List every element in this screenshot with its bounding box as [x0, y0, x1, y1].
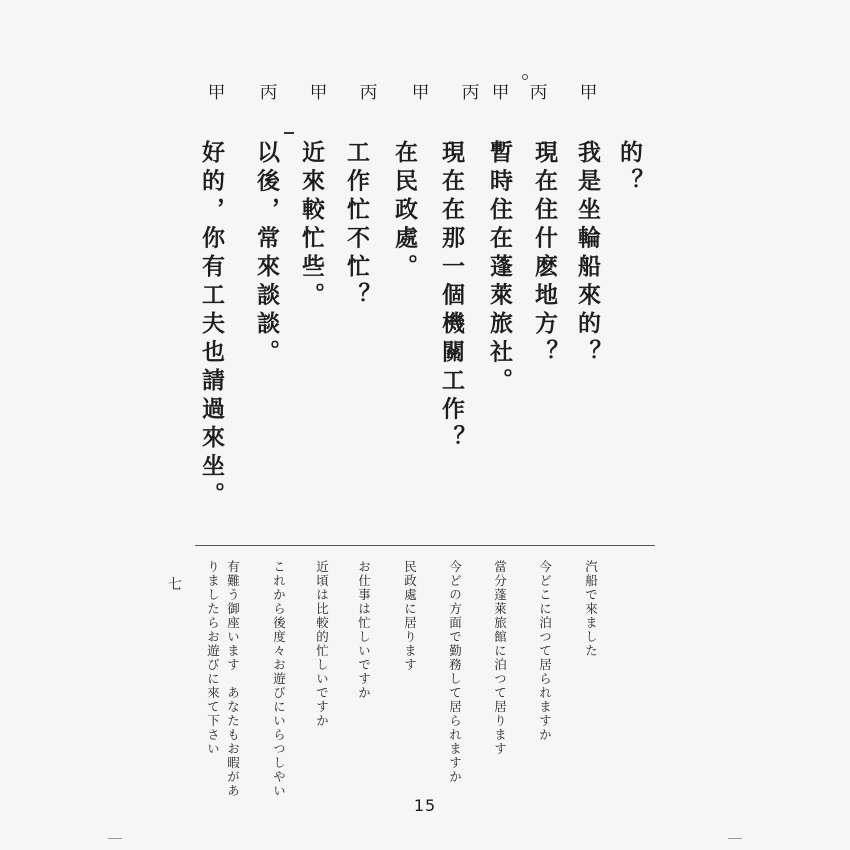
- japanese-line: 今どの方面で勤務して居られますか: [447, 560, 463, 784]
- section-number: 七: [168, 577, 182, 593]
- scan-edge-mark: [728, 838, 742, 839]
- scan-edge-mark: [108, 838, 122, 839]
- chinese-line: 我是坐輪船來的？: [574, 140, 601, 368]
- japanese-line: 汽船で來ました: [583, 560, 599, 658]
- speaker-label: 甲: [579, 83, 598, 103]
- japanese-line: 當分蓬萊旅館に泊つて居ります: [492, 560, 508, 756]
- speaker-label: 甲: [491, 83, 510, 103]
- page-number: 15: [413, 796, 437, 815]
- speaker-label: 甲: [207, 83, 226, 103]
- ink-dash: [284, 132, 294, 134]
- japanese-line: 今どこに泊つて居られますか: [537, 560, 553, 742]
- japanese-line: お仕事は忙しいですか: [356, 560, 372, 700]
- chinese-line: 暫時住在蓬萊旅社。: [486, 140, 513, 397]
- japanese-line: 近頃は比較的忙しいですか: [314, 560, 330, 728]
- speaker-label: 丙: [359, 83, 378, 103]
- chinese-line: 現在住什麽地方？: [531, 140, 558, 368]
- speaker-label: 丙: [461, 83, 480, 103]
- chinese-line: 現在在那一個機關工作？: [438, 140, 465, 454]
- chinese-line: 工作忙不忙？: [343, 140, 370, 311]
- speaker-label: 甲: [309, 83, 328, 103]
- chinese-line: 在民政處。: [391, 140, 418, 283]
- japanese-line: これから後度々お遊びにいらつしやい: [271, 560, 287, 798]
- chinese-line: 近來較忙些。: [298, 140, 325, 311]
- speaker-label: 丙: [529, 83, 548, 103]
- japanese-line: 有難う御座います あなたもお暇があ: [225, 560, 241, 798]
- chinese-line: 好的，你有工夫也請過來坐。: [198, 140, 225, 511]
- speaker-label: 丙: [259, 83, 278, 103]
- japanese-line: りましたらお遊びに來て下さい: [205, 560, 221, 756]
- speaker-label: 甲: [411, 83, 430, 103]
- japanese-line: 民政處に居ります: [402, 560, 418, 672]
- chinese-line: 以後，常來談談。: [253, 140, 280, 368]
- speaker-row: [200, 78, 620, 103]
- section-divider: [195, 545, 655, 546]
- chinese-line: 的？: [616, 140, 643, 197]
